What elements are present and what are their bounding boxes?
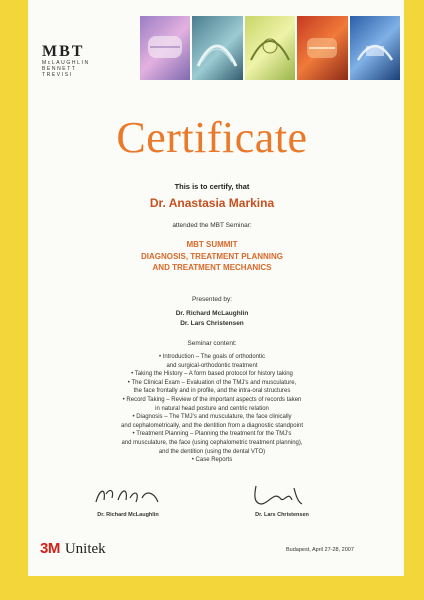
content-line: • Record Taking – Review of the important aspects of records taken bbox=[122, 396, 302, 403]
seminar-content-label: Seminar content: bbox=[187, 340, 237, 347]
signature-name-left: Dr. Richard McLaughlin bbox=[97, 512, 159, 518]
content-line: • The Clinical Exam – Evaluation of the TMJ's and musculature, bbox=[127, 379, 297, 386]
presenter-name: Dr. Lars Christensen bbox=[180, 320, 244, 327]
seminar-title-line: AND TREATMENT MECHANICS bbox=[152, 263, 272, 272]
signature-mark-right bbox=[242, 482, 322, 510]
content-line: • Introduction – The goals of orthodontic bbox=[158, 354, 266, 360]
content-line: and surgical-orthodontic treatment bbox=[166, 362, 258, 369]
dental-photo-2 bbox=[192, 16, 242, 80]
brand-logo bbox=[40, 540, 106, 558]
content-line: and musculature, the face (using cephalometric treatment planning), bbox=[121, 439, 303, 446]
brand-name: Unitek bbox=[64, 541, 106, 557]
content-line: • Diagnosis – The TMJ's and musculature, the face clinically bbox=[132, 414, 292, 421]
content-line: and cephalometrically, and the dentition from a diagnostic standpoint bbox=[120, 422, 303, 429]
signature-mark-left bbox=[88, 482, 168, 510]
header-photo-strip bbox=[140, 16, 400, 80]
presenter-name: Dr. Richard McLaughlin bbox=[175, 310, 249, 317]
mbt-logo-mark: MBT bbox=[42, 43, 85, 60]
content-line: • Treatment Planning – Planning the treatment for the TMJ's bbox=[132, 431, 292, 438]
content-line: • Case Reports bbox=[191, 457, 233, 464]
brand-3m-logo: 3M bbox=[40, 540, 60, 557]
mbt-logo bbox=[42, 44, 116, 78]
certify-line: This is to certify, that bbox=[174, 182, 250, 191]
seminar-content-list bbox=[20, 353, 404, 465]
content-line: • Taking the History – A form based protocol for history taking bbox=[131, 371, 293, 378]
signature-name-right: Dr. Lars Christensen bbox=[255, 512, 309, 518]
mbt-logo-line: McLAUGHLIN bbox=[42, 60, 90, 66]
seminar-title-line: MBT SUMMIT bbox=[186, 240, 238, 249]
content-line: in natural head posture and centric relation bbox=[155, 405, 269, 412]
dental-photo-4 bbox=[297, 16, 347, 80]
attended-line: attended the MBT Seminar: bbox=[172, 222, 252, 229]
mbt-logo-line: BENNETT bbox=[42, 66, 77, 72]
frame-bottom bbox=[0, 576, 424, 600]
dental-photo-3 bbox=[245, 16, 295, 80]
mbt-logo-line: TREVISI bbox=[42, 72, 73, 78]
seminar-title bbox=[0, 239, 424, 274]
dental-photo-1 bbox=[140, 16, 190, 80]
signature-right bbox=[212, 482, 352, 518]
certificate-title: Certificate bbox=[116, 113, 308, 162]
seminar-title-line: DIAGNOSIS, TREATMENT PLANNING bbox=[140, 251, 284, 261]
dental-photo-5 bbox=[350, 16, 400, 80]
content-line: and the dentition (using the dental VTO) bbox=[158, 448, 266, 455]
signature-left bbox=[58, 482, 198, 518]
place-date: Budapest, April 27-28, 2007 bbox=[286, 547, 354, 553]
recipient-name: Dr. Anastasia Markina bbox=[149, 196, 275, 210]
content-line: the face frontally and in profile, and the intra-oral structures bbox=[133, 388, 291, 395]
presented-by-label: Presented by: bbox=[191, 296, 233, 303]
presenters-list bbox=[0, 309, 424, 329]
